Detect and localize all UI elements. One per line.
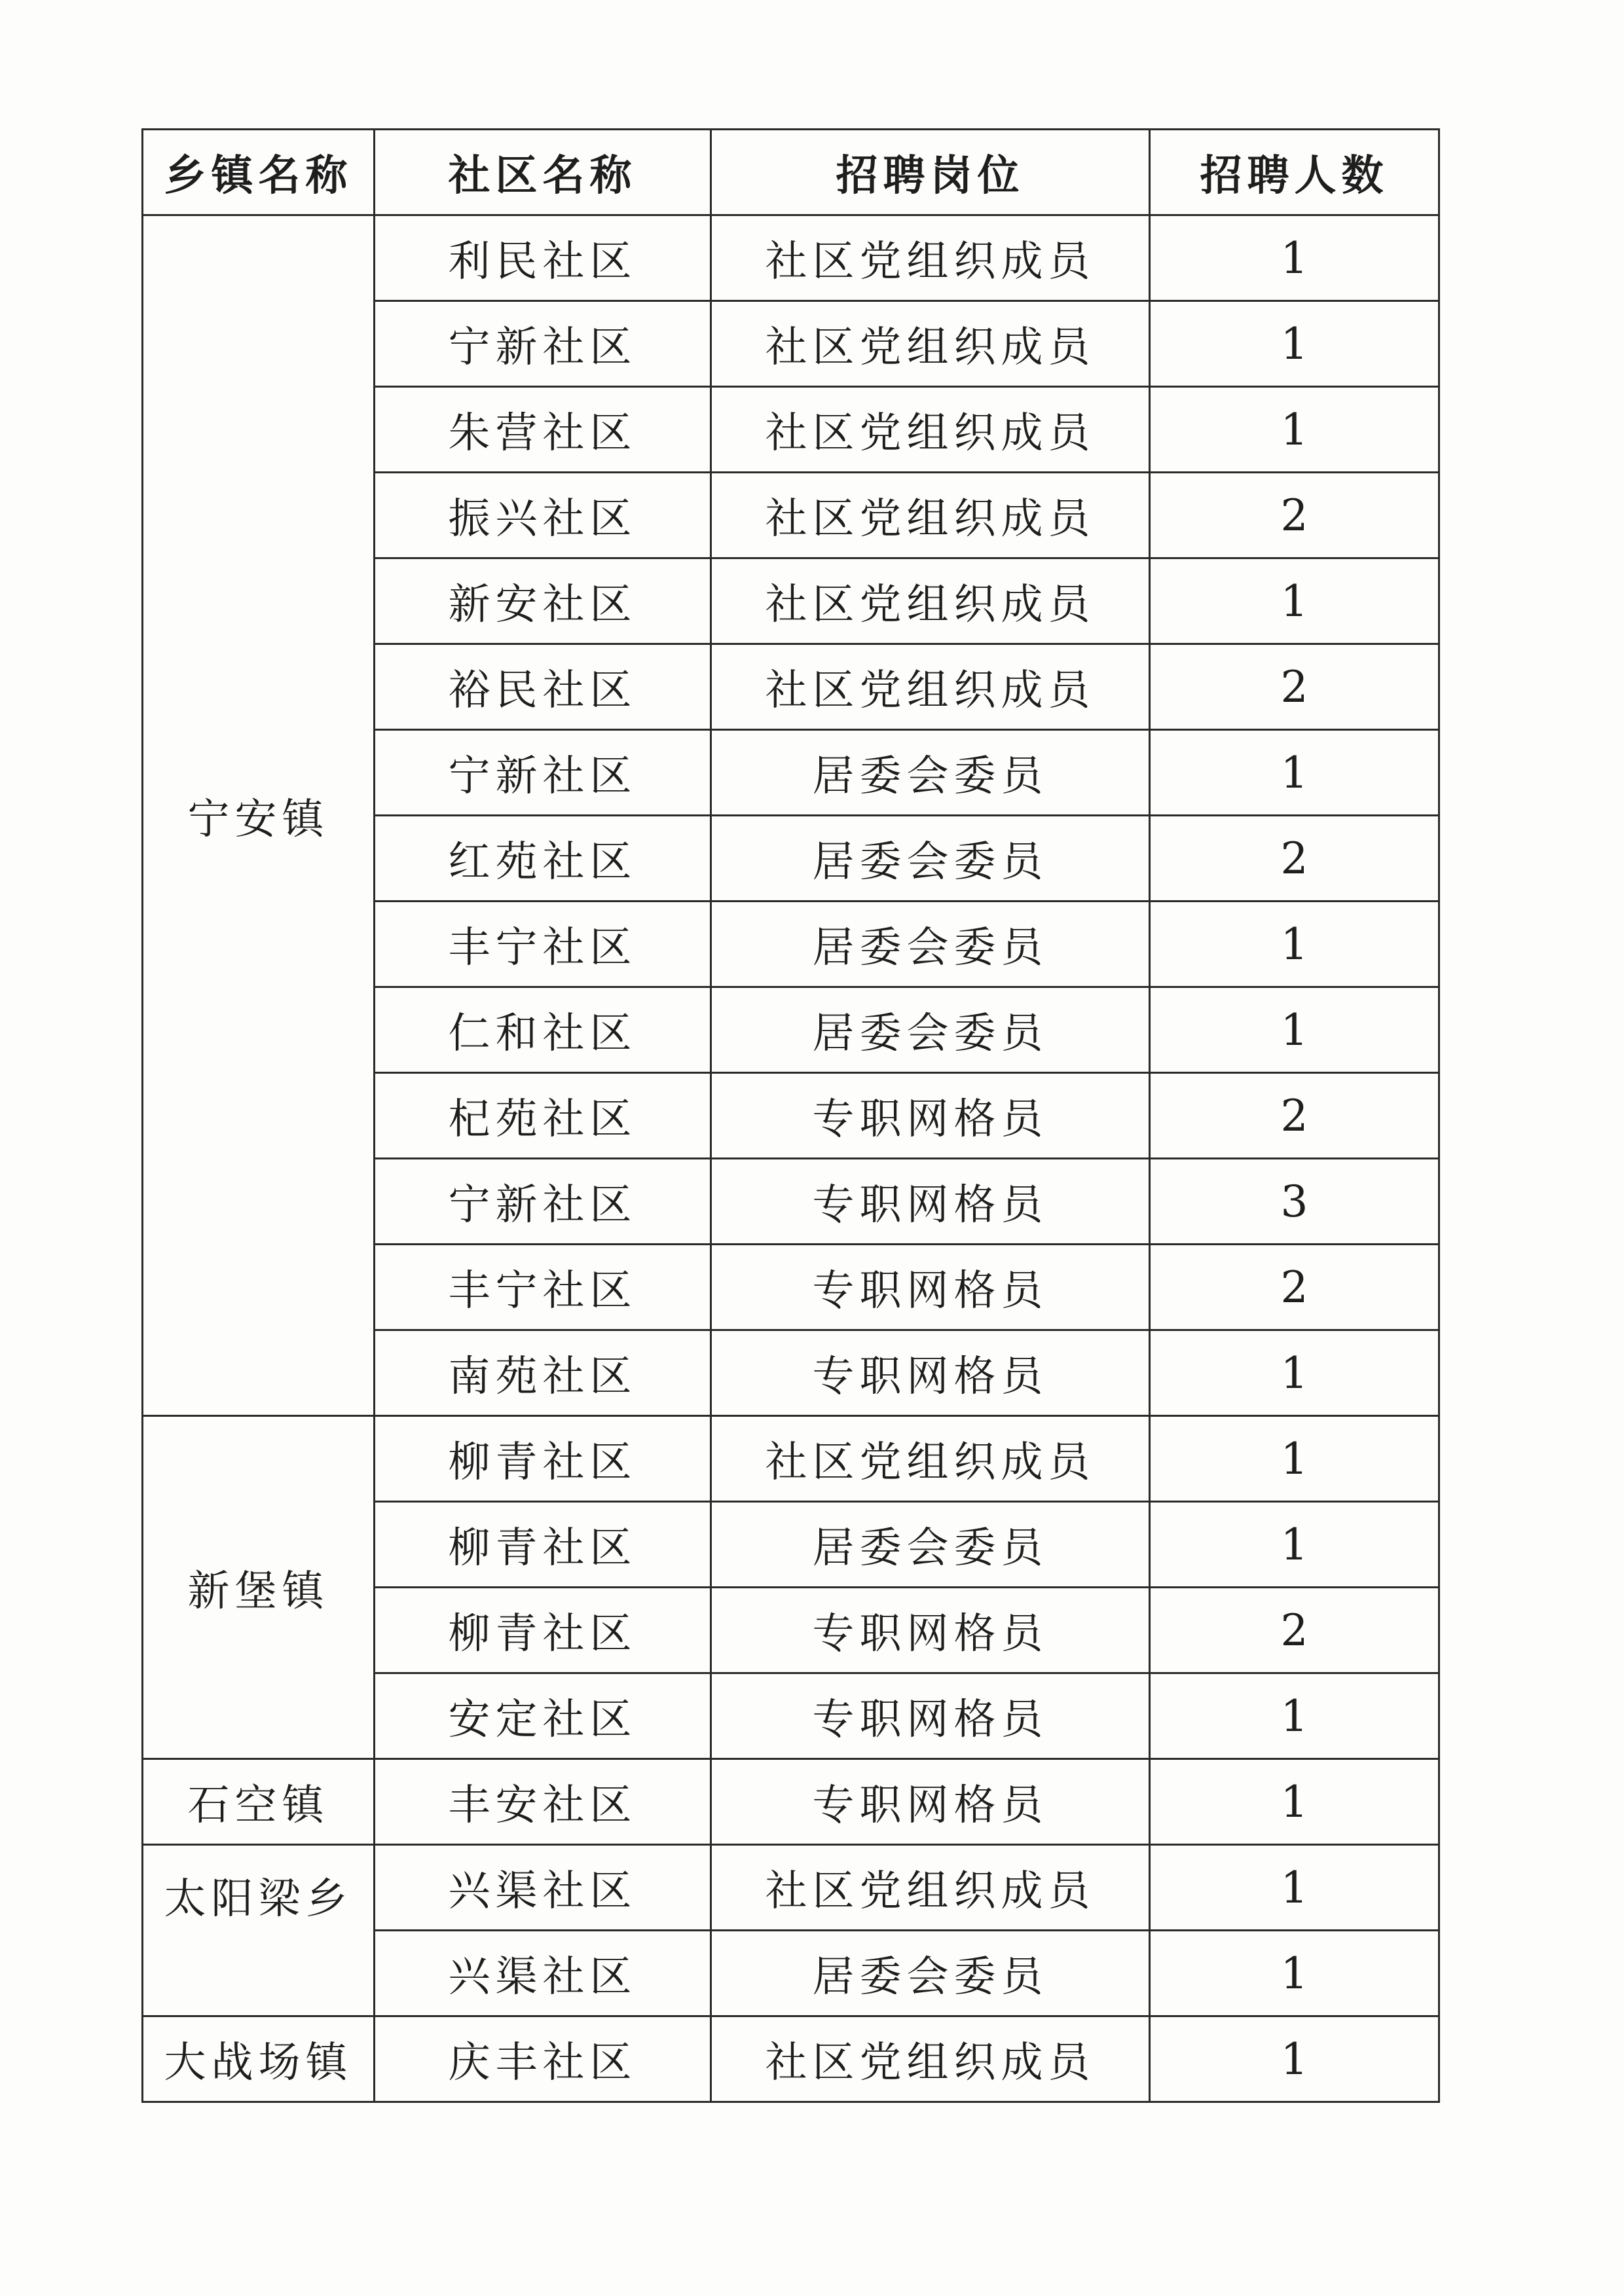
count-cell: 1 <box>1150 1673 1439 1759</box>
position-cell: 居委会委员 <box>711 1931 1150 2016</box>
count-cell: 1 <box>1150 902 1439 987</box>
position-cell: 专职网格员 <box>711 1073 1150 1159</box>
count-cell: 1 <box>1150 987 1439 1073</box>
count-cell: 2 <box>1150 816 1439 902</box>
position-cell: 居委会委员 <box>711 816 1150 902</box>
position-cell: 社区党组织成员 <box>711 558 1150 644</box>
community-cell: 红苑社区 <box>375 816 711 902</box>
table-row <box>143 2016 1439 2102</box>
community-cell: 安定社区 <box>375 1673 711 1759</box>
community-cell: 丰安社区 <box>375 1759 711 1845</box>
community-cell: 杞苑社区 <box>375 1073 711 1159</box>
town-cell: 宁安镇 <box>143 215 375 1416</box>
header-count: 招聘人数 <box>1150 130 1439 215</box>
community-cell: 兴渠社区 <box>375 1931 711 2016</box>
position-cell: 社区党组织成员 <box>711 644 1150 730</box>
count-cell: 1 <box>1150 730 1439 816</box>
header-row <box>143 130 1439 215</box>
position-cell: 专职网格员 <box>711 1588 1150 1673</box>
town-cell: 大战场镇 <box>143 2016 375 2102</box>
position-cell: 社区党组织成员 <box>711 473 1150 558</box>
count-cell: 1 <box>1150 215 1439 301</box>
header-position: 招聘岗位 <box>711 130 1150 215</box>
community-cell: 柳青社区 <box>375 1416 711 1502</box>
position-cell: 社区党组织成员 <box>711 387 1150 473</box>
position-cell: 居委会委员 <box>711 1502 1150 1588</box>
community-cell: 振兴社区 <box>375 473 711 558</box>
community-cell: 庆丰社区 <box>375 2016 711 2102</box>
community-cell: 丰宁社区 <box>375 1245 711 1330</box>
count-cell: 1 <box>1150 1502 1439 1588</box>
community-cell: 仁和社区 <box>375 987 711 1073</box>
table-row <box>143 1845 1439 1931</box>
position-cell: 社区党组织成员 <box>711 1416 1150 1502</box>
count-cell: 1 <box>1150 2016 1439 2102</box>
community-cell: 裕民社区 <box>375 644 711 730</box>
header-community: 社区名称 <box>375 130 711 215</box>
position-cell: 专职网格员 <box>711 1245 1150 1330</box>
community-cell: 柳青社区 <box>375 1588 711 1673</box>
position-cell: 专职网格员 <box>711 1759 1150 1845</box>
table-row <box>143 215 1439 301</box>
community-cell: 宁新社区 <box>375 1159 711 1245</box>
position-cell: 社区党组织成员 <box>711 2016 1150 2102</box>
town-cell: 新堡镇 <box>143 1416 375 1759</box>
community-cell: 宁新社区 <box>375 730 711 816</box>
count-cell: 2 <box>1150 473 1439 558</box>
count-cell: 1 <box>1150 1330 1439 1416</box>
position-cell: 社区党组织成员 <box>711 1845 1150 1931</box>
town-cell: 石空镇 <box>143 1759 375 1845</box>
community-cell: 利民社区 <box>375 215 711 301</box>
table-row <box>143 1759 1439 1845</box>
count-cell: 1 <box>1150 1931 1439 2016</box>
count-cell: 1 <box>1150 1416 1439 1502</box>
community-cell: 南苑社区 <box>375 1330 711 1416</box>
table-row <box>143 1416 1439 1502</box>
count-cell: 1 <box>1150 1845 1439 1931</box>
header-town: 乡镇名称 <box>143 130 375 215</box>
community-cell: 新安社区 <box>375 558 711 644</box>
count-cell: 1 <box>1150 301 1439 387</box>
recruitment-table <box>141 128 1440 2103</box>
position-cell: 居委会委员 <box>711 730 1150 816</box>
count-cell: 2 <box>1150 644 1439 730</box>
position-cell: 专职网格员 <box>711 1673 1150 1759</box>
position-cell: 居委会委员 <box>711 902 1150 987</box>
community-cell: 丰宁社区 <box>375 902 711 987</box>
community-cell: 朱营社区 <box>375 387 711 473</box>
position-cell: 社区党组织成员 <box>711 301 1150 387</box>
position-cell: 专职网格员 <box>711 1159 1150 1245</box>
town-cell: 太阳梁乡 <box>143 1845 375 2016</box>
count-cell: 3 <box>1150 1159 1439 1245</box>
count-cell: 2 <box>1150 1073 1439 1159</box>
position-cell: 居委会委员 <box>711 987 1150 1073</box>
community-cell: 兴渠社区 <box>375 1845 711 1931</box>
position-cell: 专职网格员 <box>711 1330 1150 1416</box>
count-cell: 2 <box>1150 1588 1439 1673</box>
position-cell: 社区党组织成员 <box>711 215 1150 301</box>
community-cell: 宁新社区 <box>375 301 711 387</box>
community-cell: 柳青社区 <box>375 1502 711 1588</box>
count-cell: 1 <box>1150 558 1439 644</box>
count-cell: 1 <box>1150 387 1439 473</box>
count-cell: 1 <box>1150 1759 1439 1845</box>
count-cell: 2 <box>1150 1245 1439 1330</box>
